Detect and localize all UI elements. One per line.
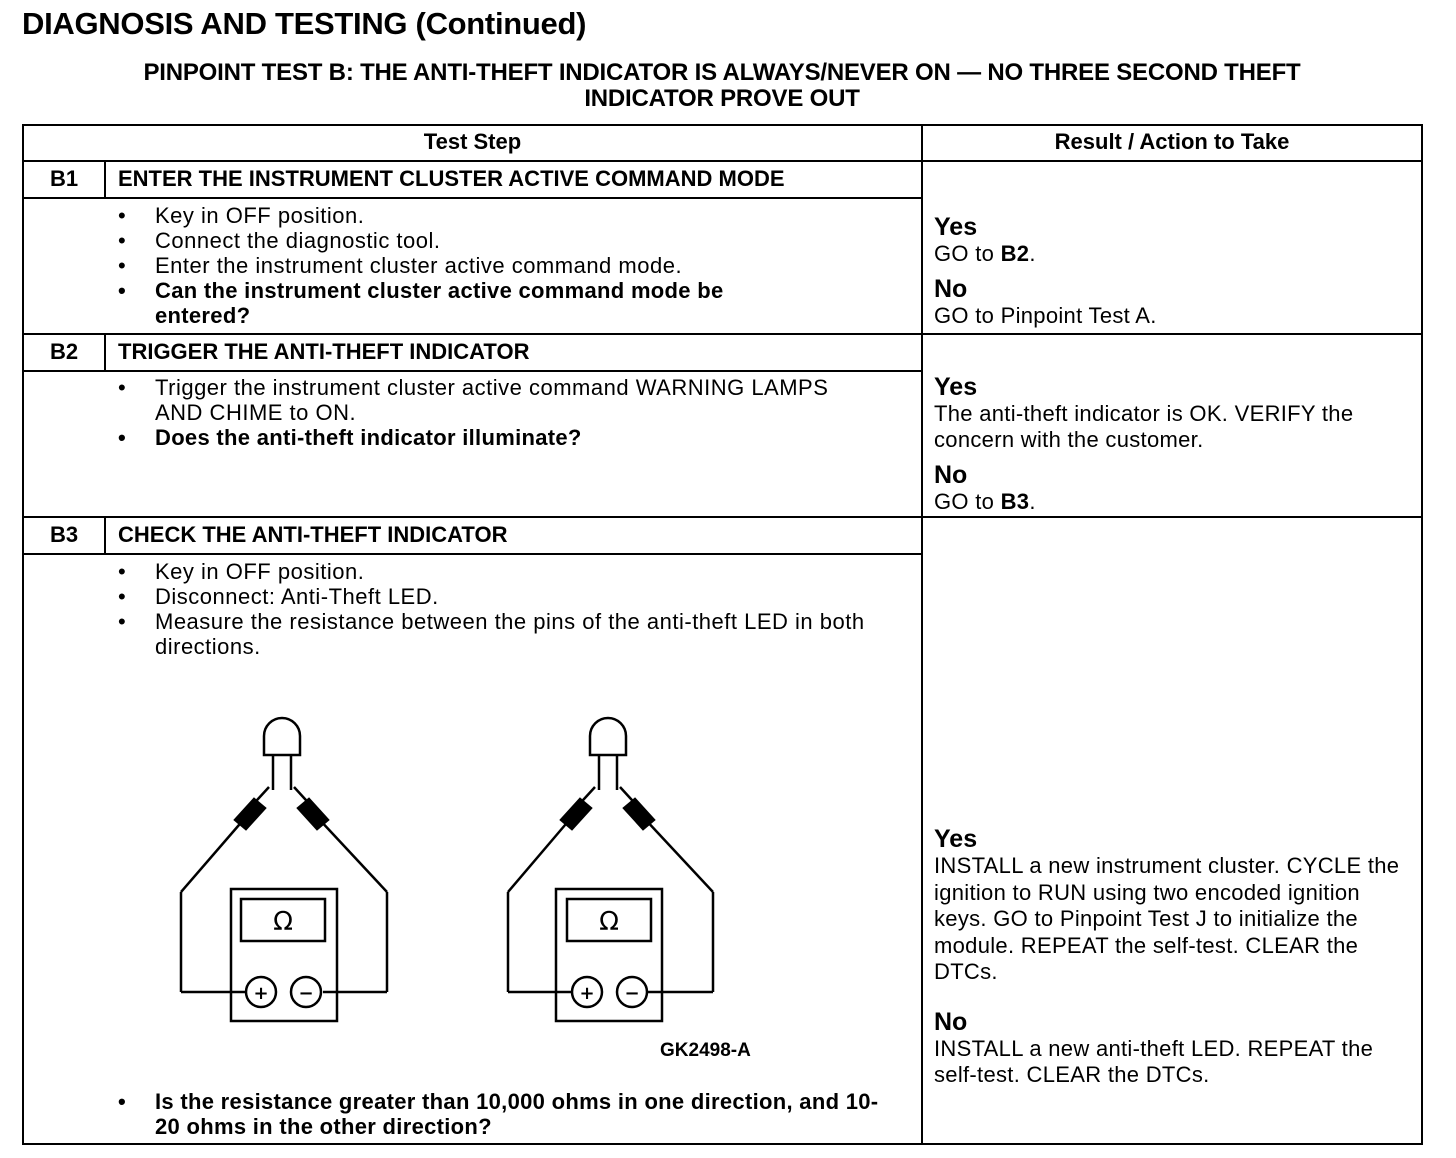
- plus-terminal: +: [253, 983, 269, 1004]
- test-title-line2: INDICATOR PROVE OUT: [584, 85, 860, 112]
- led-symbol-right: [590, 718, 626, 790]
- step-ref: B3: [1000, 489, 1030, 514]
- page-title: DIAGNOSIS AND TESTING (Continued): [22, 6, 587, 41]
- no-label: No: [934, 461, 968, 489]
- minus-terminal: −: [624, 983, 640, 1004]
- yes-action: The anti-theft indicator is OK. VERIFY the concern with the customer.: [934, 401, 1354, 452]
- led-symbol-left: [264, 718, 300, 790]
- yes-label: Yes: [934, 213, 978, 241]
- step-question: • Does the anti-theft indicator illuminate?: [118, 425, 838, 450]
- step-result: [934, 825, 1404, 1089]
- step-question: • Can the instrument cluster active command mode be entered?: [118, 278, 808, 328]
- list-item: • Enter the instrument cluster active command mode.: [118, 253, 808, 278]
- column-header-test-step: Test Step: [423, 129, 522, 154]
- plus-terminal: +: [579, 983, 595, 1004]
- no-label: No: [934, 1007, 968, 1036]
- minus-terminal: −: [298, 983, 314, 1004]
- step-id: B3: [49, 522, 79, 547]
- list-item: • Key in OFF position.: [118, 203, 808, 228]
- no-label: No: [934, 275, 968, 303]
- list-item: • Disconnect: Anti-Theft LED.: [118, 584, 888, 609]
- list-item: • Measure the resistance between the pins of the anti-theft LED in both directions.: [118, 609, 888, 659]
- step-id: B1: [49, 166, 79, 191]
- column-header-result: Result / Action to Take: [1054, 129, 1290, 154]
- no-action: INSTALL a new anti-theft LED. REPEAT the self-test. CLEAR the DTCs.: [934, 1035, 1374, 1087]
- figure-code: GK2498-A: [660, 1040, 751, 1061]
- step-title: ENTER THE INSTRUMENT CLUSTER ACTIVE COMMAND MODE: [118, 166, 785, 191]
- step-title: CHECK THE ANTI-THEFT INDICATOR: [118, 522, 508, 547]
- yes-action: GO to B2.: [934, 241, 1036, 266]
- test-title-line1: PINPOINT TEST B: THE ANTI-THEFT INDICATOR IS ALWAYS/NEVER ON — NO THREE SECOND THEFT: [143, 59, 1301, 86]
- yes-label: Yes: [934, 373, 978, 401]
- yes-action: INSTALL a new instrument cluster. CYCLE the ignition to RUN using two encoded ignition keys. GO to Pinpoint Test J to initialize the module. REPEAT the self-test. CLEAR the DTCs.: [934, 853, 1400, 984]
- list-item: • Connect the diagnostic tool.: [118, 228, 808, 253]
- no-action: GO to B3.: [934, 489, 1036, 514]
- step-id: B2: [49, 339, 79, 364]
- no-action: GO to Pinpoint Test A.: [934, 303, 1157, 328]
- step-question-list: [118, 1089, 888, 1139]
- step-ref: B2: [1000, 241, 1030, 266]
- list-item: • Key in OFF position.: [118, 559, 888, 584]
- step-question: • Is the resistance greater than 10,000 ohms in one direction, and 10-20 ohms in the other direction?: [118, 1089, 888, 1139]
- step-title: TRIGGER THE ANTI-THEFT INDICATOR: [118, 339, 530, 364]
- ohm-symbol: Ω: [599, 907, 619, 937]
- list-item: • Trigger the instrument cluster active command WARNING LAMPS AND CHIME to ON.: [118, 375, 838, 425]
- ohm-symbol: Ω: [273, 907, 293, 937]
- yes-label: Yes: [934, 825, 978, 853]
